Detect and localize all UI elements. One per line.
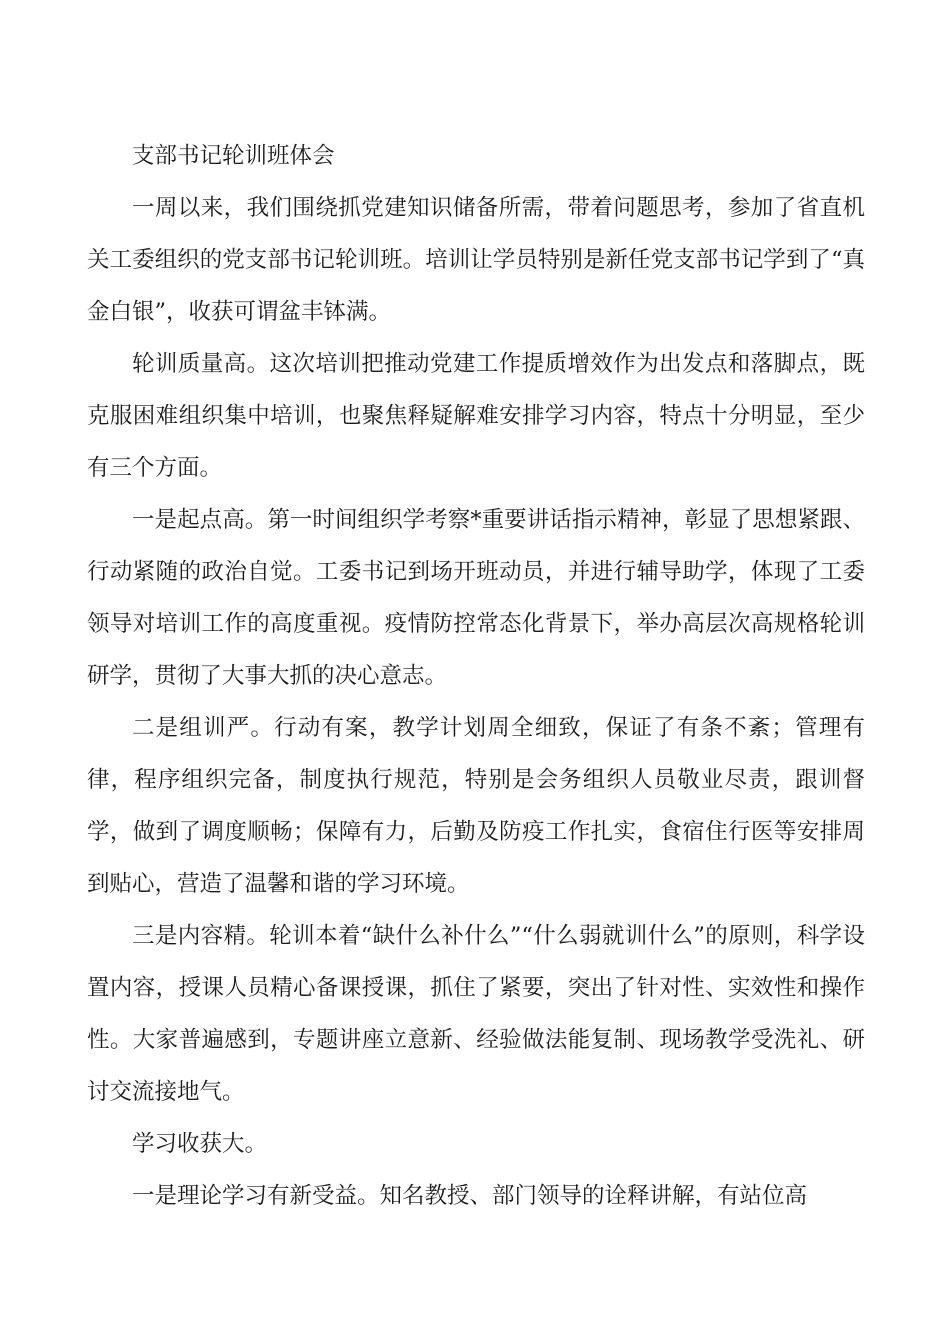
paragraph-theory-learning: 一是理论学习有新受益。知名教授、部门领导的诠释讲解，有站位高	[132, 1183, 808, 1209]
paragraph-intro: 一周以来，我们围绕抓党建知识储备所需，带着问题思考，参加了省直机关工委组织的党支部书记轮训班。培训让学员特别是新任党支部书记学到了“真金白银”，收获可谓盆丰钵满。	[87, 195, 865, 325]
document-title: 支部书记轮训班体会	[132, 143, 335, 169]
paragraph-strict-organization: 二是组训严。行动有案，教学计划周全细致，保证了有条不紊；管理有律，程序组织完备，制度执行规范，特别是会务组织人员敬业尽责，跟训督学，做到了调度顺畅；保障有力，后勤及防疫工作扎实，食宿住行医等安排周到贴心，营造了温馨和谐的学习环境。	[87, 715, 865, 897]
paragraph-great-gains: 学习收获大。	[132, 1131, 268, 1157]
paragraph-training-quality: 轮训质量高。这次培训把推动党建工作提质增效作为出发点和落脚点，既克服困难组织集中培训，也聚焦释疑解难安排学习内容，特点十分明显，至少有三个方面。	[87, 351, 865, 481]
paragraph-refined-content: 三是内容精。轮训本着“缺什么补什么”“什么弱就训什么”的原则，科学设置内容，授课人员精心备课授课，抓住了紧要，突出了针对性、实效性和操作性。大家普遍感到，专题讲座立意新、经验做法能复制、现场教学受洗礼、研讨交流接地气。	[87, 923, 865, 1105]
paragraph-high-starting-point: 一是起点高。第一时间组织学考察*重要讲话指示精神，彰显了思想紧跟、行动紧随的政治自觉。工委书记到场开班动员，并进行辅导助学，体现了工委领导对培训工作的高度重视。疫情防控常态化背景下，举办高层次高规格轮训研学，贯彻了大事大抓的决心意志。	[87, 507, 865, 689]
document-body	[87, 130, 865, 1222]
